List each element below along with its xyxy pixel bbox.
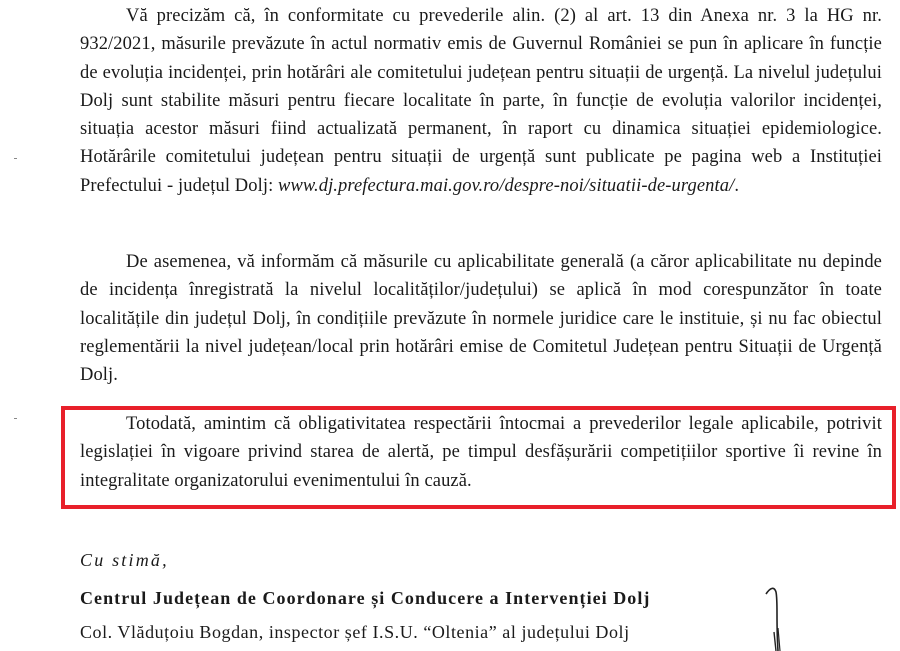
paragraph-legal-basis-text: Vă precizăm că, în conformitate cu prevederile alin. (2) al art. 13 din Anexa nr. 3 la HG nr. 932/2021, măsurile prevăzute în actul normativ emis de Guvernul României se pun în aplicare în funcție de evoluția incidenței, prin hotărâri ale comitetului județean pentru situații de urgență. La nivelul județului Dolj sunt stabilite măsuri pentru fiecare localitate în parte, în funcție de evoluția valorilor incidenței, situația acestor măsuri fiind actualizată permanent, în raport cu dinamica situației epidemiologice. Hotărârile comitetului județean pentru situații de urgență sunt publicate pe pagina web a Instituției Prefectului - județul Dolj: <box>80 6 882 196</box>
paragraph-general-measures: De asemenea, vă informăm că măsurile cu aplicabilitate generală (a căror aplicabilitate nu depinde de incidența înregistrată la nivelul localităților/județului) se aplică în mod corespunzător în toate localitățile din județul Dolj, în condițiile prevăzute în normele juridice care le instituie, și nu fac obiectul reglementării la nivel județean/local prin hotărâri emise de Comitetul Județean pentru Situații de Urgență Dolj. <box>80 252 882 386</box>
scan-mark <box>14 418 17 419</box>
salutation: Cu stimă, <box>80 550 169 570</box>
paragraph-legal-basis-end: . <box>734 175 740 196</box>
organization-name: Centrul Județean de Coordonare și Conducere a Intervenției Dolj <box>80 588 651 608</box>
handwritten-signature-mark <box>740 580 800 651</box>
paragraph-organizer-obligation: Totodată, amintim că obligativitatea respectării întocmai a prevederilor legale aplicabile, potrivit legislației în vigoare privind starea de alertă, pe timpul desfășurării competițiilor sportive îi revine în integralitate organizatorului evenimentului în cauză. <box>80 414 882 491</box>
scan-mark <box>14 158 17 159</box>
prefecture-url: www.dj.prefectura.mai.gov.ro/despre-noi/situatii-de-urgenta/ <box>278 175 735 196</box>
signer-name: Col. Vlăduțoiu Bogdan, inspector șef I.S.U. “Oltenia” al județului Dolj <box>80 622 630 642</box>
paragraph-legal-basis <box>80 2 882 200</box>
